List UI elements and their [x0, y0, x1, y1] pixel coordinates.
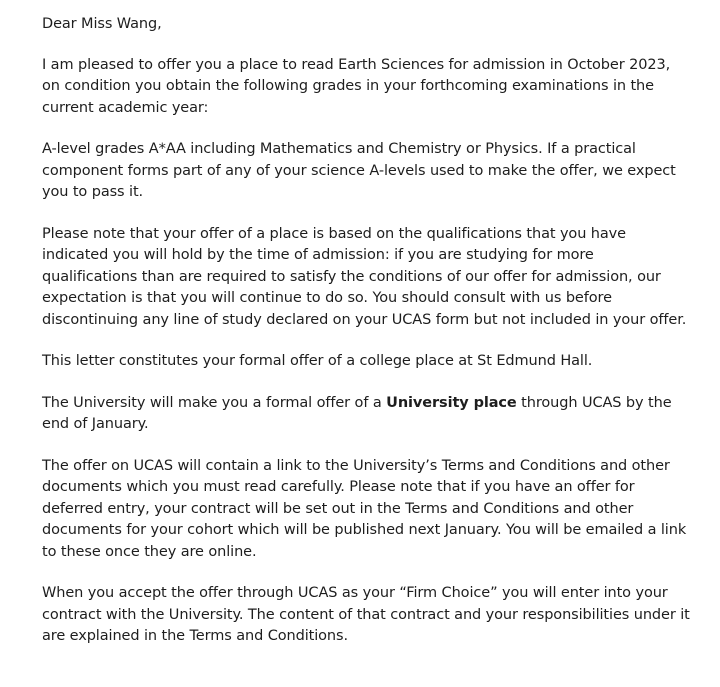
- paragraph-firm-choice: When you accept the offer through UCAS as your “Firm Choice” you will enter into your contract with the University. The content of that contract and your responsibilities under it are explained in the Terms and Conditions.: [42, 585, 690, 644]
- paragraph-college-offer: This letter constitutes your formal offer of a college place at St Edmund Hall.: [42, 353, 593, 369]
- paragraph-university-offer: [42, 393, 690, 436]
- paragraph-qualifications: Please note that your offer of a place is based on the qualifications that you have indicated you will hold by the time of admission: if you are studying for more qualifications than are required to satisfy the conditions of our offer for admission, our expectation is that you will continue to do so. You should consult with us before discontinuing any line of study declared on your UCAS form but not included in your offer.: [42, 225, 687, 328]
- university-place-emphasis: University place: [386, 394, 517, 411]
- salutation: Dear Miss Wang,: [42, 16, 162, 32]
- paragraph-grades: A-level grades A*AA including Mathematics and Chemistry or Physics. If a practical component forms part of any of your science A-levels used to make the offer, we expect you to pass it.: [42, 141, 676, 200]
- paragraph-terms: The offer on UCAS will contain a link to the University’s Terms and Conditions and other documents which you must read carefully. Please note that if you have an offer for deferred entry, your contract will be set out in the Terms and Conditions and other documents for your cohort which will be published next January. You will be emailed a link to these once they are online.: [42, 457, 687, 560]
- university-offer-text-end: through UCAS by the end of January.: [42, 394, 672, 432]
- paragraph-offer: I am pleased to offer you a place to read Earth Sciences for admission in October 2023, on condition you obtain the following grades in your forthcoming examinations in the current academic year:: [42, 56, 671, 116]
- university-offer-text-start: The University will make you a formal offer of a: [42, 394, 387, 411]
